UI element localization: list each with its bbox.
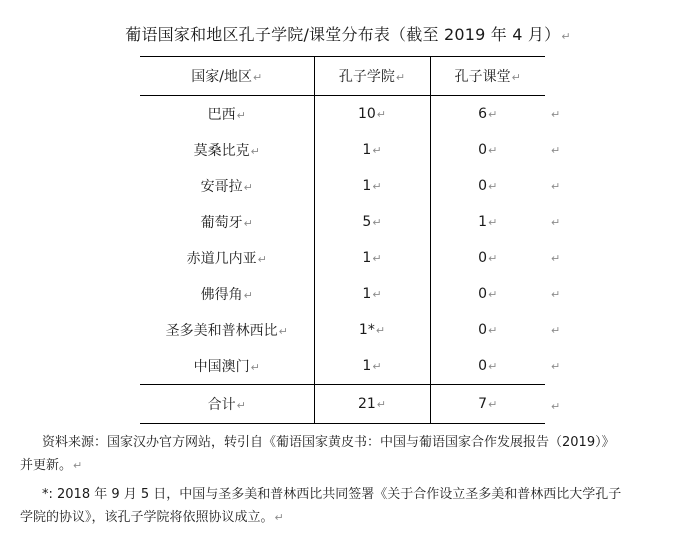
row-end-mark-icon: ↵ bbox=[551, 252, 561, 265]
row-end-mark-icon: ↵ bbox=[551, 216, 561, 229]
paragraph-mark-icon: ↵ bbox=[278, 325, 288, 338]
distribution-table bbox=[140, 56, 545, 424]
paragraph-mark-icon: ↵ bbox=[488, 360, 498, 373]
paragraph-mark-icon: ↵ bbox=[372, 144, 382, 157]
paragraph-mark-icon: ↵ bbox=[73, 459, 83, 472]
paragraph-mark-icon: ↵ bbox=[488, 288, 498, 301]
paragraph-mark-icon: ↵ bbox=[250, 361, 260, 374]
table-title bbox=[0, 22, 696, 45]
footnote-line: *: 2018 年 9 月 5 日，中国与圣多美和普林西比共同签署《关于合作设立圣多美和普林西比大学孔子 bbox=[42, 487, 622, 502]
table-row bbox=[140, 240, 545, 276]
paragraph-mark-icon: ↵ bbox=[511, 71, 521, 84]
paragraph-mark-icon: ↵ bbox=[376, 108, 387, 121]
source-note-line: 并更新。↵ bbox=[20, 458, 83, 473]
table-row bbox=[140, 96, 545, 133]
cell-region: 赤道几内亚↵ bbox=[140, 240, 314, 276]
cell-region: 葡萄牙↵ bbox=[140, 204, 314, 240]
total-label: 合计↵ bbox=[140, 385, 314, 424]
row-end-mark-icon: ↵ bbox=[551, 400, 561, 413]
paragraph-mark-icon: ↵ bbox=[243, 181, 253, 194]
footnote-line: 学院的协议》，该孔子学院将依照协议成立。↵ bbox=[20, 510, 284, 525]
paragraph-mark-icon: ↵ bbox=[236, 399, 246, 412]
paragraph-mark-icon: ↵ bbox=[488, 216, 498, 229]
cell-classrooms: 1↵ bbox=[430, 204, 545, 240]
table-row bbox=[140, 204, 545, 240]
cell-region: 中国澳门↵ bbox=[140, 348, 314, 385]
paragraph-mark-icon: ↵ bbox=[372, 252, 382, 265]
paragraph-mark-icon: ↵ bbox=[250, 145, 260, 158]
table-row bbox=[140, 312, 545, 348]
row-end-mark-icon: ↵ bbox=[551, 360, 561, 373]
paragraph-mark-icon: ↵ bbox=[243, 289, 253, 302]
cell-institutes: 1↵ bbox=[314, 240, 430, 276]
paragraph-mark-icon: ↵ bbox=[274, 511, 284, 524]
cell-institutes: 10↵ bbox=[314, 96, 430, 133]
cell-region: 莫桑比克↵ bbox=[140, 132, 314, 168]
table-row bbox=[140, 348, 545, 385]
paragraph-mark-icon: ↵ bbox=[243, 217, 253, 230]
paragraph-mark-icon: ↵ bbox=[372, 180, 382, 193]
cell-region: 巴西↵ bbox=[140, 96, 314, 133]
footnote bbox=[20, 483, 680, 529]
header-classrooms: 孔子课堂↵ bbox=[430, 57, 545, 96]
cell-classrooms: 0↵ bbox=[430, 168, 545, 204]
paragraph-mark-icon: ↵ bbox=[375, 324, 386, 337]
cell-institutes: 1↵ bbox=[314, 276, 430, 312]
source-note-line: 资料来源：国家汉办官方网站，转引自《葡语国家黄皮书：中国与葡语国家合作发展报告（2019）》 bbox=[42, 435, 615, 450]
paragraph-mark-icon: ↵ bbox=[561, 30, 571, 43]
cell-classrooms: 0↵ bbox=[430, 276, 545, 312]
total-institutes: 21↵ bbox=[314, 385, 430, 424]
source-note bbox=[20, 431, 680, 477]
paragraph-mark-icon: ↵ bbox=[372, 216, 382, 229]
paragraph-mark-icon: ↵ bbox=[257, 253, 267, 266]
cell-institutes: 1↵ bbox=[314, 348, 430, 385]
row-end-mark-icon: ↵ bbox=[551, 288, 561, 301]
cell-classrooms: 0↵ bbox=[430, 240, 545, 276]
paragraph-mark-icon: ↵ bbox=[236, 109, 246, 122]
cell-institutes: 1*↵ bbox=[314, 312, 430, 348]
paragraph-mark-icon: ↵ bbox=[372, 288, 382, 301]
table-row bbox=[140, 168, 545, 204]
table-total-row bbox=[140, 385, 545, 424]
cell-classrooms: 6↵ bbox=[430, 96, 545, 133]
total-classrooms: 7↵ bbox=[430, 385, 545, 424]
cell-institutes: 1↵ bbox=[314, 168, 430, 204]
paragraph-mark-icon: ↵ bbox=[488, 324, 498, 337]
paragraph-mark-icon: ↵ bbox=[488, 108, 498, 121]
table-row bbox=[140, 276, 545, 312]
cell-institutes: 1↵ bbox=[314, 132, 430, 168]
row-end-mark-icon: ↵ bbox=[551, 180, 561, 193]
table-title-text: 葡语国家和地区孔子学院/课堂分布表（截至 2019 年 4 月） bbox=[125, 25, 561, 44]
paragraph-mark-icon: ↵ bbox=[372, 360, 382, 373]
cell-classrooms: 0↵ bbox=[430, 132, 545, 168]
cell-classrooms: 0↵ bbox=[430, 348, 545, 385]
paragraph-mark-icon: ↵ bbox=[488, 180, 498, 193]
paragraph-mark-icon: ↵ bbox=[395, 71, 406, 84]
cell-region: 佛得角↵ bbox=[140, 276, 314, 312]
cell-classrooms: 0↵ bbox=[430, 312, 545, 348]
header-region: 国家/地区↵ bbox=[140, 57, 314, 96]
header-institutes: 孔子学院↵ bbox=[314, 57, 430, 96]
paragraph-mark-icon: ↵ bbox=[488, 252, 498, 265]
cell-region: 安哥拉↵ bbox=[140, 168, 314, 204]
table-row bbox=[140, 132, 545, 168]
row-end-mark-icon: ↵ bbox=[551, 144, 561, 157]
paragraph-mark-icon: ↵ bbox=[488, 144, 498, 157]
cell-region: 圣多美和普林西比↵ bbox=[140, 312, 314, 348]
row-end-mark-icon: ↵ bbox=[551, 324, 561, 337]
paragraph-mark-icon: ↵ bbox=[488, 398, 498, 411]
paragraph-mark-icon: ↵ bbox=[376, 398, 387, 411]
table-header-row bbox=[140, 57, 545, 96]
cell-institutes: 5↵ bbox=[314, 204, 430, 240]
row-end-mark-icon: ↵ bbox=[551, 108, 561, 121]
paragraph-mark-icon: ↵ bbox=[253, 71, 263, 84]
